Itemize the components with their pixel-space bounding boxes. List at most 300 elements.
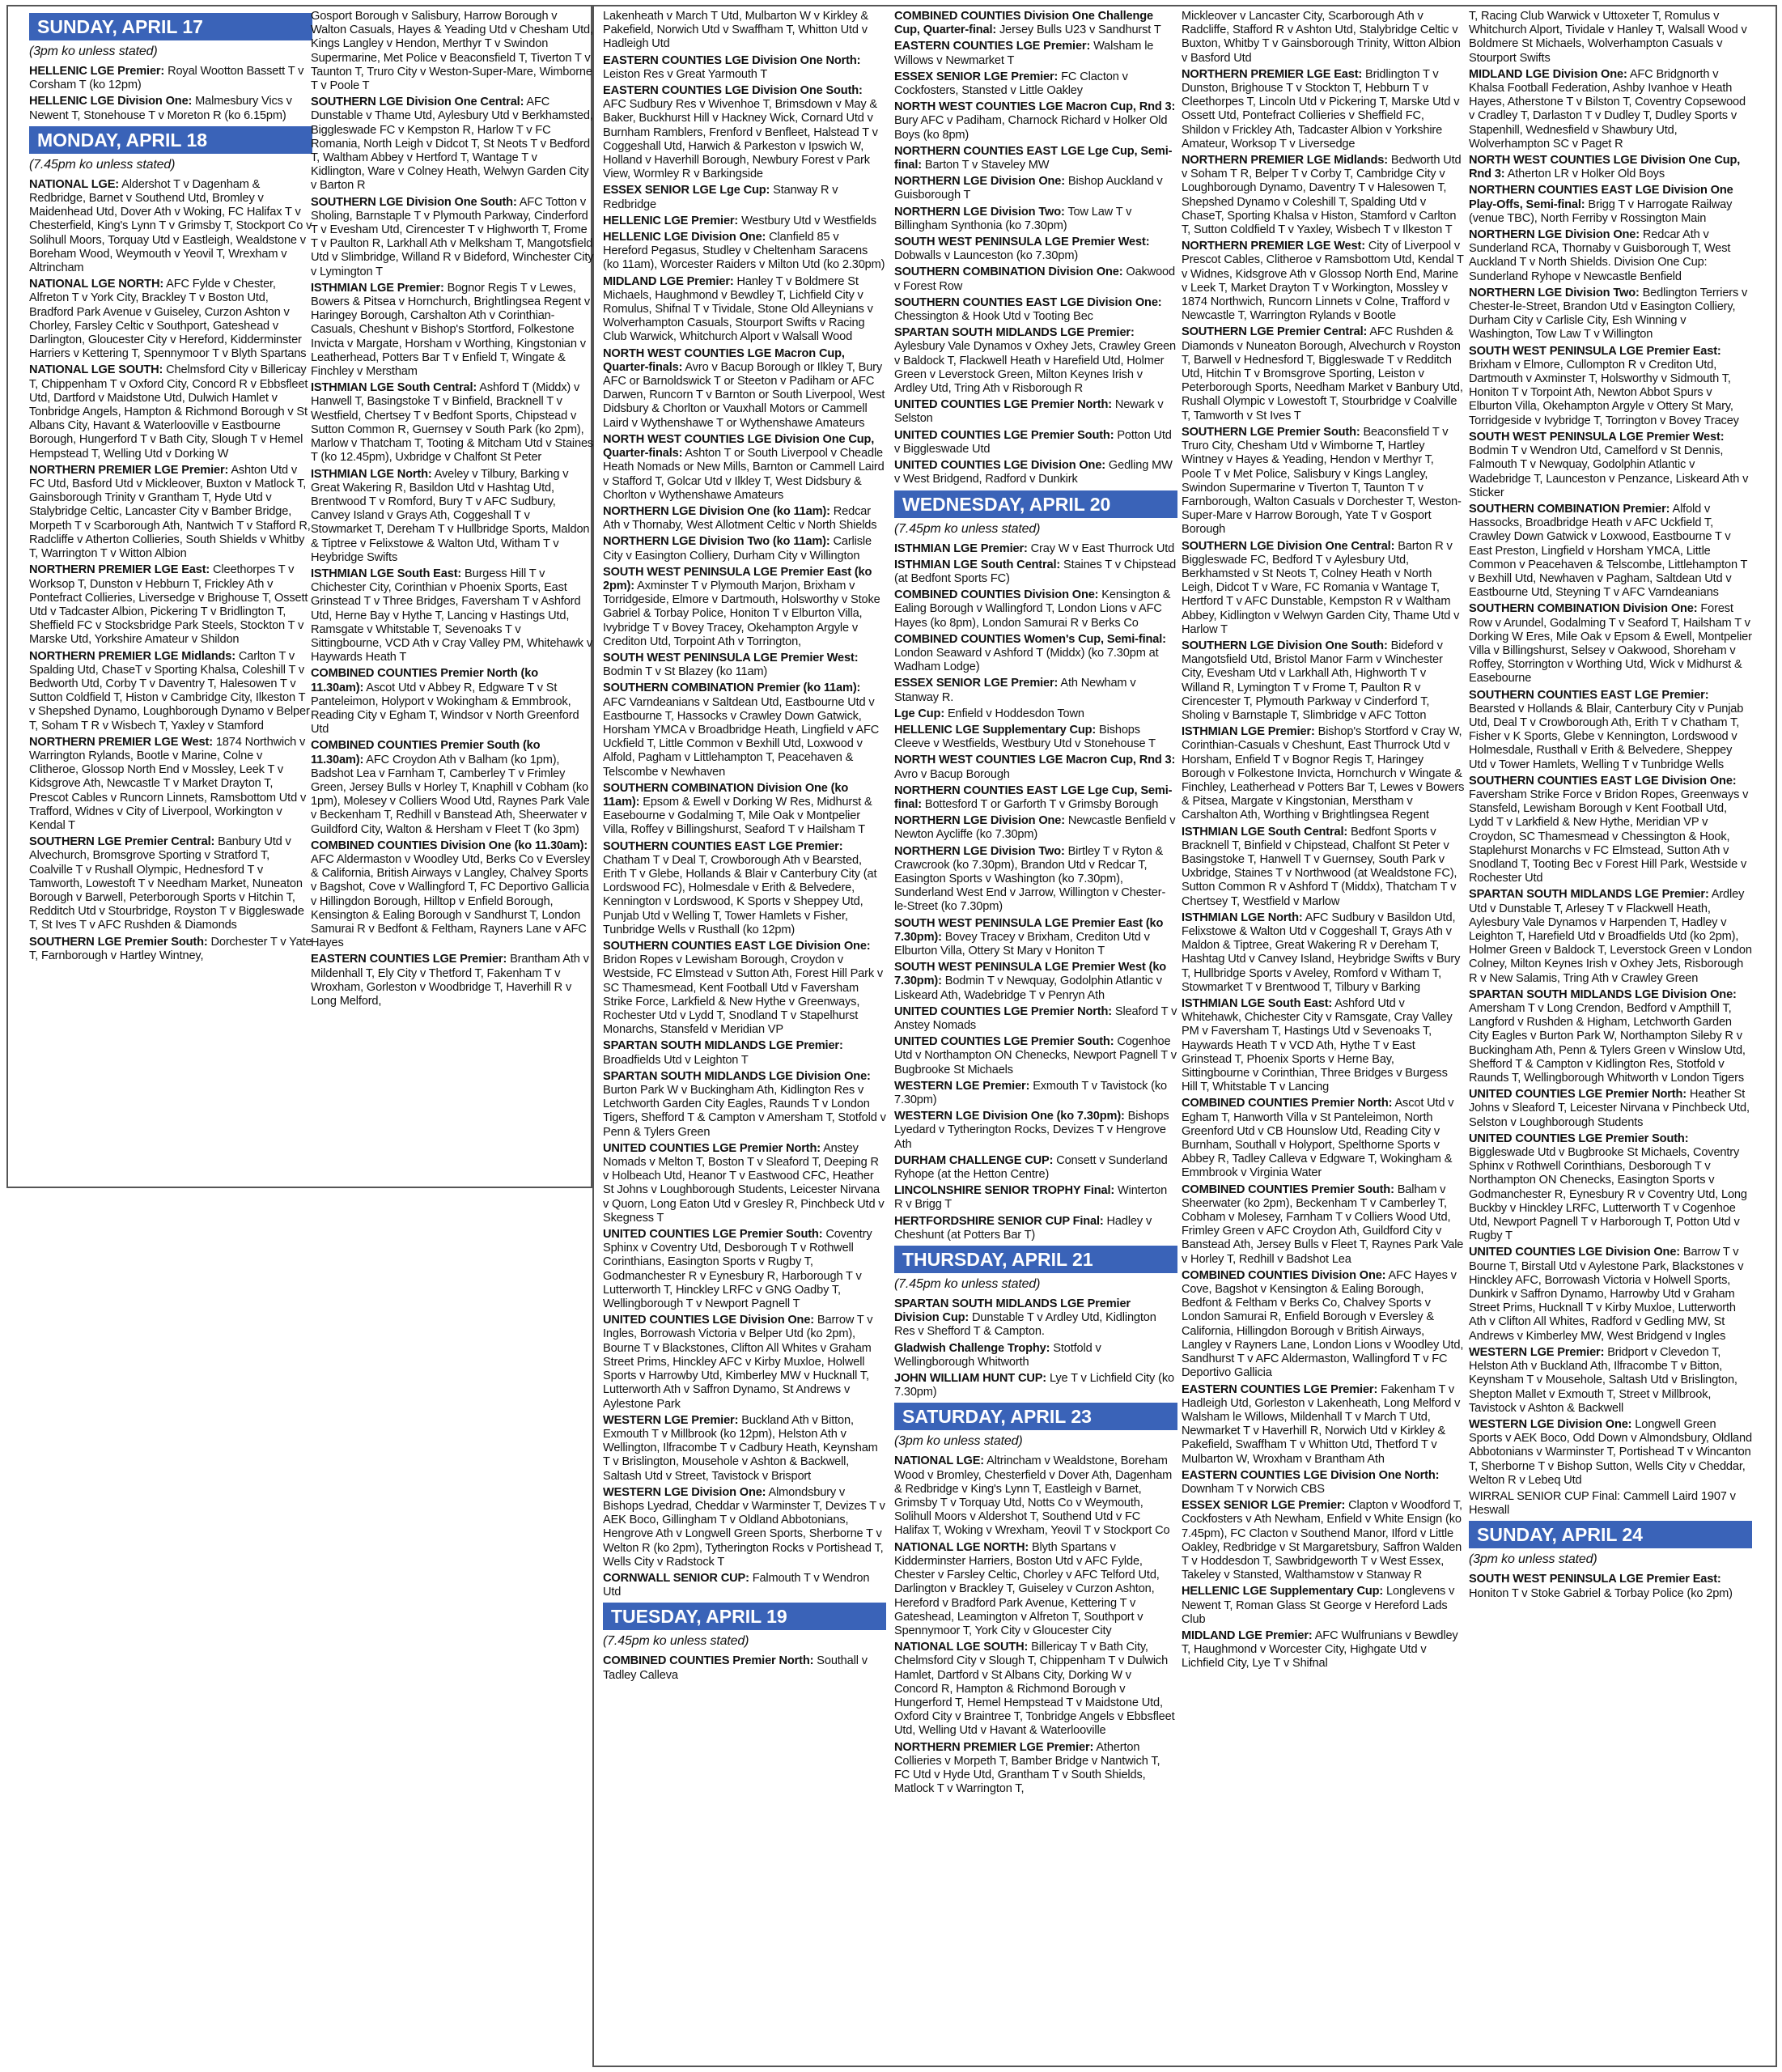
fixture-entry xyxy=(1182,1499,1465,1582)
fixture-list: Gosport Borough v Salisbury, Harrow Borough v Walton Casuals, Hayes & Yeading Utd v Chesham Utd, Kings Langley v Hendon, Merthyr T v Swindon Supermarine, Met Police v Beaconsfield T, Tiverton T v Taunton T, Truro City v Weston-Super-Mare, Wimborne T v Poole T xyxy=(311,10,593,93)
fixture-entry xyxy=(603,10,886,52)
competition-name: NORTHERN PREMIER LGE East: xyxy=(29,563,210,577)
fixture-list: T, Racing Club Warwick v Uttoxeter T, Romulus v Whitchurch Alport, Tividale v Hanley T, Walsall Wood v Boldmere St Michaels, Wolverhampton Casuals v Stourport Swifts xyxy=(1469,10,1747,65)
competition-name: ISTHMIAN LGE North: xyxy=(1182,911,1303,924)
competition-name: SOUTH WEST PENINSULA LGE Premier West: xyxy=(603,651,859,664)
fixture-list: Bideford v Mangotsfield Utd, Bristol Manor Farm v Winchester City, Evesham Utd v Larkhall Ath, Highworth T v Willand R, Lymington T v Frome T, Paulton R v Cirencester T, Plymouth Parkway v Cinderford T, Sholing v Barnstaple T, Slimbridge v AFC Totton xyxy=(1182,639,1443,722)
fixture-entry xyxy=(1469,68,1752,151)
fixture-entry xyxy=(603,84,886,181)
fixture-list: Clanfield 85 v Hereford Pegasus, Studley v Cheltenham Saracens (ko 11am), Worcester Raiders v Milton Utd (ko 2.30pm) xyxy=(603,231,885,272)
competition-name: SOUTH WEST PENINSULA LGE Premier West (ko 7.30pm): xyxy=(894,961,1167,988)
fixture-entry xyxy=(894,236,1177,263)
fixture-entry xyxy=(1469,1132,1752,1244)
fixture-entry xyxy=(894,100,1177,142)
competition-name: NORTHERN PREMIER LGE Midlands: xyxy=(1182,154,1388,168)
fixture-list: AFC Varndeanians v Saltdean Utd, Eastbourne Utd v Eastbourne T, Hassocks v Crawley Down Gatwick, Horsham YMCA v Broadbridge Heath, Lingfield v AFC Uckfield T, Little Common v Bexhill Utd, Loxwood v Alfold, Pagham v Littlehampton T, Peacehaven & Telscombe v Newhaven xyxy=(603,695,880,779)
fixture-list: Walsham le Willows v Newmarket T xyxy=(894,40,1154,67)
fixture-list: Exmouth T v Tavistock (ko 7.30pm) xyxy=(894,1079,1167,1107)
competition-name: ISTHMIAN LGE South Central: xyxy=(1182,825,1348,839)
competition-name: ISTHMIAN LGE Premier: xyxy=(894,541,1028,555)
competition-name: SOUTHERN COMBINATION Division One (ko 11am): xyxy=(603,781,849,809)
column-3 xyxy=(603,10,886,2059)
competition-name: ISTHMIAN LGE South Central: xyxy=(894,558,1061,571)
competition-name: NORTHERN COUNTIES EAST LGE Division One Play-Offs, Semi-final: xyxy=(1469,184,1733,211)
competition-name: SOUTHERN COUNTIES EAST LGE Premier: xyxy=(1469,688,1709,702)
day-header: SATURDAY, APRIL 23 xyxy=(894,1403,1177,1430)
competition-name: COMBINED COUNTIES Premier North: xyxy=(1182,1097,1393,1110)
fixture-list: Sleaford T v Anstey Nomads xyxy=(894,1004,1177,1032)
day-header: TUESDAY, APRIL 19 xyxy=(603,1603,886,1630)
fixture-list: Newark v Selston xyxy=(894,398,1164,426)
competition-name: NORTHERN COUNTIES EAST LGE Lge Cup, Semi-final: xyxy=(894,144,1173,172)
competition-name: SOUTHERN LGE Division One South: xyxy=(1182,639,1388,652)
fixture-entry xyxy=(1469,1573,1752,1600)
competition-name: UNITED COUNTIES LGE Premier North: xyxy=(1469,1088,1687,1102)
fixture-entry xyxy=(1182,1097,1465,1180)
fixture-entry xyxy=(311,468,594,565)
fixture-entry xyxy=(1469,184,1752,226)
fixture-list: Anstey Nomads v Melton T, Boston T v Sleaford T, Deeping R v Holbeach Utd, Heanor T v Eastwood CFC, Heather St Johns v Loughborough Students, Leicester Nirvana v Quorn, Long Eaton Utd v Gresley R, Pinchbeck Utd v Skegness T xyxy=(603,1141,885,1225)
competition-name: UNITED COUNTIES LGE Premier South: xyxy=(603,1228,823,1242)
competition-name: SOUTH WEST PENINSULA LGE Premier West: xyxy=(894,236,1150,249)
competition-name: SOUTH WEST PENINSULA LGE Premier East (ko 7.30pm): xyxy=(894,916,1164,944)
competition-name: NORTHERN LGE Division One: xyxy=(894,175,1065,189)
fixture-entry xyxy=(894,1454,1177,1538)
competition-name: SOUTH WEST PENINSULA LGE Premier West: xyxy=(1469,430,1725,444)
fixture-list: Longlevens v Newent T, Roman Glass St George v Hereford Lads Club xyxy=(1182,1585,1455,1626)
competition-name: SOUTHERN LGE Premier South: xyxy=(1182,425,1360,439)
fixture-entry xyxy=(603,505,886,533)
fixture-list: Barrow T v Bourne T, Birstall Utd v Aylestone Park, Blackstones v Hinckley AFC, Borrowash Victoria v Holwell Sports, Dunkirk v Saffron Dynamo, Harrowby Utd v Graham Street Prims, Hucknall T v Kirby Muxloe, Lutterworth Ath v Clifton All Whites, Radford v Gedling MW, St Andrews v Kimberley MW, West Bridgend v Ingles xyxy=(1469,1246,1744,1343)
competition-name: COMBINED COUNTIES Division One (ko 11.30am): xyxy=(311,839,588,852)
fixture-list: Malmesbury Vics v Newent T, Stonehouse T v Moreton R (ko 6.15pm) xyxy=(29,95,292,122)
competition-name: NORTHERN LGE Division Two: xyxy=(894,205,1065,219)
fixture-entry xyxy=(894,814,1177,842)
competition-name: NORTHERN LGE Division One (ko 11am): xyxy=(603,504,830,518)
competition-name: WESTERN LGE Premier: xyxy=(603,1413,739,1427)
competition-name: COMBINED COUNTIES Division One Challenge Cup, Quarter-final: xyxy=(894,10,1153,37)
competition-name: EASTERN COUNTIES LGE Premier: xyxy=(894,40,1091,53)
column-6 xyxy=(1469,10,1752,2059)
competition-name: ISTHMIAN LGE South East: xyxy=(1182,997,1333,1011)
fixture-entry xyxy=(603,231,886,273)
fixture-list: Cogenhoe Utd v Northampton ON Chenecks, Newport Pagnell T v Bugbrooke St Michaels xyxy=(894,1035,1177,1076)
competition-name: HELLENIC LGE Division One: xyxy=(603,231,766,244)
fixture-list: Bedlington Terriers v Chester-le-Street, Brandon Utd v Easington Colliery, Durham City v Carlisle City, Esh Winning v Washington, Tow Law T v Willington xyxy=(1469,286,1748,342)
fixture-entry xyxy=(894,1184,1177,1212)
competition-name: UNITED COUNTIES LGE Premier South: xyxy=(894,1035,1114,1049)
competition-name: NORTHERN PREMIER LGE Premier: xyxy=(29,463,229,477)
fixture-entry xyxy=(894,961,1177,1003)
fixture-entry xyxy=(603,1486,886,1569)
fixture-list: Avro v Bacup Borough xyxy=(894,767,1010,781)
fixture-entry xyxy=(603,681,886,779)
fixture-list: Balham v Sheerwater (ko 2pm), Beckenham T v Camberley T, Cobham v Molesey, Farnham T v Colliers Wood Utd, Frimley Green v AFC Croydon Ath, Guildford City v Banstead Ath, Jersey Bulls v Fleet T, Raynes Park Vale v Horley T, Redhill v Badshot Lea xyxy=(1182,1182,1464,1266)
competition-name: SPARTAN SOUTH MIDLANDS LGE Premier: xyxy=(603,1039,843,1053)
fixture-list: Ashton T or South Liverpool v Cheadle Heath Nomads or New Mills, Barnton or Cammell Laird v Stafford T, Golcar Utd v Ilkley T, West Didsbury & Chorlton v Wythenshawe Amateurs xyxy=(603,447,885,502)
fixture-entry xyxy=(1182,154,1465,237)
fixture-list: AFC Hayes v Cove, Bagshot v Kensington & Ealing Borough, Bedfont & Feltham v Berks Co, Chalvey Sports v London Samurai R, Enfield Borough v Eversley & California, Hillingdon Borough v British Airways, Langley v Rayners Lane, London Lions v Woodley Utd, Sandhurst T v AFC Aldermaston, Wallingford T v FC Deportivo Gallicia xyxy=(1182,1268,1464,1380)
fixture-list: Bovey Tracey v Brixham, Crediton Utd v Elburton Villa, Ottery St Mary v Honiton T xyxy=(894,930,1150,957)
fixture-list: Brixham v Elmore, Cullompton R v Crediton Utd, Dartmouth v Axminster T, Holsworthy v Sidmouth T, Honiton T v Torpoint Ath, Newton Abbot Spurs v Elburton Villa, Okehampton Argyle v Ottery St Mary, Torridgeside v Ivybridge T, Torrington v Bovey Tracey xyxy=(1469,358,1739,427)
fixture-entry xyxy=(894,10,1177,37)
competition-name: SOUTH WEST PENINSULA LGE Premier East (ko 2pm): xyxy=(603,565,872,592)
competition-name: MIDLAND LGE Division One: xyxy=(1469,67,1627,81)
fixture-entry xyxy=(29,650,312,733)
fixture-list: Avro v Bacup Borough or Ilkley T, Bury AFC or Barnoldswick T or Steeton v Padiham or AFC Darwen, Runcorn T v Barnton or South Liverpool, West Didsbury & Chorlton or Vauxhall Motors or Cammell Laird v Wythenshawe T or Wythenshawe Amateurs xyxy=(603,360,885,430)
competition-name: Gladwish Challenge Trophy: xyxy=(894,1341,1050,1355)
fixture-list: Heather St Johns v Sleaford T, Leicester Nirvana v Pinchbeck Utd, Selston v Loughborough Students xyxy=(1469,1088,1750,1129)
fixture-list: Stanway R v Redbridge xyxy=(603,184,838,211)
competition-name: NATIONAL LGE NORTH: xyxy=(29,278,164,291)
fixture-entry xyxy=(1182,1469,1465,1497)
fixture-list: Bishop Auckland v Guisborough T xyxy=(894,175,1163,202)
fixture-list: Ashford Utd v Whitehawk, Chichester City v Ramsgate, Cray Valley PM v Faversham T, Hastings Utd v Sevenoaks T, Haywards Heath T v VCD Ath, Hythe T v East Grinstead T, Phoenix Sports v Herne Bay, Sittingbourne v Corinthian, Three Bridges v Burgess Hill T, Whitstable T v Lancing xyxy=(1182,997,1453,1094)
fixture-entry xyxy=(603,652,886,679)
fixture-entry xyxy=(1469,1490,1752,1518)
fixture-list: Bedfont Sports v Bracknell T, Binfield v Chipstead, Chalfont St Peter v Basingstoke T, Hanwell T v Guernsey, South Park v Uxbridge, Staines T v Northwood (at Wealdstone FC), Sutton Common R v Ashford T (Middx), Thatcham T v Chertsey T, Westfield v Marlow xyxy=(1182,825,1457,908)
fixture-entry xyxy=(894,542,1177,556)
fixture-entry xyxy=(1182,1585,1465,1627)
fixture-list: Hadley v Cheshunt (at Potters Bar T) xyxy=(894,1214,1152,1242)
fixture-list: Tow Law T v Billingham Synthonia (ko 7.30pm) xyxy=(894,205,1132,232)
fixture-entry xyxy=(894,1641,1177,1738)
fixture-list: Dorchester T v Yate T, Farnborough v Hartley Wintney, xyxy=(29,935,312,962)
competition-name: ESSEX SENIOR LGE Premier: xyxy=(1182,1499,1346,1513)
competition-name: UNITED COUNTIES LGE Premier North: xyxy=(894,1004,1112,1018)
competition-name: ESSEX SENIOR LGE Premier: xyxy=(894,677,1059,690)
fixture-entry xyxy=(894,206,1177,233)
competition-name: SOUTHERN LGE Premier Central: xyxy=(1182,325,1368,339)
competition-name: SOUTHERN LGE Division One Central: xyxy=(1182,539,1395,553)
fixture-list: AFC Croydon Ath v Balham (ko 1pm), Badshot Lea v Farnham T, Camberley T v Frimley Green, Jersey Bulls v Horley T, Knaphill v Cobham (ko 1pm), Molesey v Colliers Wood Utd, Raynes Park Vale v Beckenham T, Redhill v Banstead Ath, Sheerwater v Guildford City, Walton & Hersham v Fleet T (ko 3pm) xyxy=(311,753,590,836)
competition-name: HELLENIC LGE Supplementary Cup: xyxy=(1182,1585,1384,1599)
competition-name: NORTHERN PREMIER LGE Midlands: xyxy=(29,649,235,663)
fixture-list: FC Clacton v Cockfosters, Stansted v Little Oakley xyxy=(894,70,1128,98)
fixture-entry xyxy=(29,278,312,361)
competition-name: COMBINED COUNTIES Premier South: xyxy=(1182,1182,1394,1196)
fixture-entry xyxy=(1182,639,1465,723)
kickoff-note: (7.45pm ko unless stated) xyxy=(894,521,1041,536)
competition-name: SOUTHERN COMBINATION Division One: xyxy=(1469,602,1698,616)
fixture-entry xyxy=(311,10,594,93)
competition-name: NORTHERN PREMIER LGE East: xyxy=(1182,67,1363,81)
fixture-entry xyxy=(603,566,886,649)
fixture-list: Bedworth Utd v Soham T R, Belper T v Corby T, Cambridge City v Loughborough Dynamo, Daventry T v Halesowen T, Shepshed Dynamo v Coleshill T, Spalding Utd v ChaseT, Sporting Khalsa v Histon, Stamford v Carlton T, Sutton Coldfield T v Yaxley, Wisbech T v Ilkeston T xyxy=(1182,154,1462,237)
fixture-list: Bridport v Clevedon T, Helston Ath v Buckland Ath, Ilfracombe T v Bitton, Keynsham T v Mousehole, Saltash Utd v Brislington, Shepton Mallet v Exmouth T, Street v Millbrook, Tavistock v Ashton & Backwell xyxy=(1469,1345,1737,1415)
fixture-entry xyxy=(29,835,312,932)
competition-name: WESTERN LGE Division One: xyxy=(1469,1417,1632,1431)
competition-name: SPARTAN SOUTH MIDLANDS LGE Division One: xyxy=(1469,987,1737,1001)
competition-name: NATIONAL LGE SOUTH: xyxy=(894,1641,1029,1654)
competition-name: NORTHERN LGE Division One: xyxy=(894,814,1065,828)
fixture-list: Faversham Strike Force v Bridon Ropes, Greenways v Stansfeld, Lewisham Borough v Kent Football Utd, Lydd T v Larkfield & New Hythe, Meridian VP v Croydon, SC Thamesmead v Chessington & Hook, Staplehurst Monarchs v FC Elmstead, Sutton Ath v Snodland T, Tooting Bec v Forest Hill Park, Westside v Rochester Utd xyxy=(1469,788,1749,885)
fixture-entry xyxy=(311,567,594,664)
competition-name: SOUTHERN LGE Division One Central: xyxy=(311,96,524,109)
competition-name: COMBINED COUNTIES Division One: xyxy=(894,588,1099,602)
competition-name: SOUTHERN LGE Premier Central: xyxy=(29,835,215,849)
competition-name: MIDLAND LGE Premier: xyxy=(603,274,734,288)
day-header: THURSDAY, APRIL 21 xyxy=(894,1246,1177,1273)
fixture-entry xyxy=(1182,1269,1465,1381)
competition-name: EASTERN COUNTIES LGE Premier: xyxy=(311,953,507,966)
fixture-list: Bearsted v Hollands & Blair, Canterbury City v Punjab Utd, Deal T v Crowborough Ath, Erith T v Chatham T, Fisher v K Sports, Glebe v Kennington, Lordswood v Holmesdale, Rusthall v Erith & Belvedere, Sheppey Utd v Tower Hamlets, Welling T v Tunbridge Wells xyxy=(1469,702,1744,771)
fixture-list: Bodmin T v St Blazey (ko 11am) xyxy=(603,665,768,679)
fixture-entry xyxy=(1182,725,1465,822)
fixture-list: Bishop's Stortford v Cray W, Corinthian-Casuals v Cheshunt, East Thurrock Utd v Horsham, Enfield T v Bognor Regis T, Haringey Borough v Folkestone Invicta, Hornchurch v Wingate & Finchley, Leatherhead v Potters Bar T, Lewes v Bowers & Pitsea, Margate v Kingstonian, Merstham v Carshalton Ath, Worthing v Brightlingsea Regent xyxy=(1182,725,1465,822)
day-header: MONDAY, APRIL 18 xyxy=(29,126,312,154)
fixture-list: Lakenheath v March T Utd, Mulbarton W v Kirkley & Pakefield, Norwich Utd v Swaffham T, Whitton Utd v Hadleigh Utd xyxy=(603,10,868,51)
fixture-list: Leiston Res v Great Yarmouth T xyxy=(603,67,768,81)
fixture-entry xyxy=(894,70,1177,98)
fixture-list: Ascot Utd v Egham T, Hanworth Villa v St Panteleimon, North Greenford Utd v CB Hounslow Utd, Reading City v Burnham, Southall v Holyport, Spelthorne Sports v Abbey R, Tadley Calleva v Edgware T, Wokingham & Emmbrook v Virginia Water xyxy=(1182,1097,1454,1180)
fixture-entry xyxy=(894,1372,1177,1399)
competition-name: EASTERN COUNTIES LGE Division One North: xyxy=(603,53,861,67)
fixture-list: Hanley T v Boldmere St Michaels, Haughmond v Bewdley T, Lichfield City v Romulus, Shifnal T v Tividale, Stone Old Alleynians v Wolverhampton Casuals, Stourport Swifts v Racing Club Warwick, Whitchurch Alport v Walsall Wood xyxy=(603,274,873,344)
fixture-entry xyxy=(894,1541,1177,1638)
competition-name: JOHN WILLIAM HUNT CUP: xyxy=(894,1372,1047,1386)
fixture-entry xyxy=(894,265,1177,293)
fixture-entry xyxy=(894,175,1177,202)
fixture-entry xyxy=(603,1654,886,1682)
competition-name: COMBINED COUNTIES Premier North (ko 11.30am): xyxy=(311,667,538,694)
competition-name: NORTHERN PREMIER LGE Premier: xyxy=(894,1740,1094,1754)
fixture-entry xyxy=(603,1142,886,1225)
fixture-entry xyxy=(603,347,886,431)
fixture-list: Axminster T v Plymouth Marjon, Brixham v Torridgeside, Elmore v Dartmouth, Holsworthy v Stoke Gabriel & Torbay Police, Honiton T v Elburton Villa, Ivybridge T v Bovey Tracey, Okehampton Argyle v Crediton Utd, Torpoint Ath v Torrington, xyxy=(603,579,880,648)
fixture-entry xyxy=(894,1035,1177,1077)
fixture-entry xyxy=(894,1080,1177,1107)
fixture-entry xyxy=(1469,1246,1752,1343)
fixture-entry xyxy=(894,724,1177,751)
fixture-entry xyxy=(1469,1346,1752,1416)
fixture-list: Chelmsford City v Billericay T, Chippenham T v Oxford City, Concord R v Ebbsfleet Utd, Dartford v Maidstone Utd, Dulwich Hamlet v Tonbridge Angels, Hampton & Richmond Borough v St Albans City, Havant & Waterlooville v Eastbourne Borough, Hungerford T v Bath City, Slough T v Hemel Hempstead T, Welling Utd v Dorking W xyxy=(29,363,308,461)
fixture-list: Redcar Ath v Thornaby, West Allotment Celtic v North Shields xyxy=(603,504,877,533)
fixture-list: AFC Fylde v Chester, Alfreton T v York City, Brackley T v Boston Utd, Bradford Park Avenue v Guiseley, Curzon Ashton v Chorley, Farsley Celtic v Southport, Gateshead v Darlington, Gloucester City v Hereford, Kidderminster Harriers v Kettering T, Spennymoor T v Blyth Spartans xyxy=(29,278,307,361)
competition-name: WESTERN LGE Division One (ko 7.30pm): xyxy=(894,1110,1125,1123)
fixture-list: Lye T v Lichfield City (ko 7.30pm) xyxy=(894,1372,1174,1399)
fixture-entry xyxy=(1182,1383,1465,1467)
day-header: WEDNESDAY, APRIL 20 xyxy=(894,490,1177,518)
competition-name: WESTERN LGE Division One: xyxy=(603,1485,766,1499)
competition-name: COMBINED COUNTIES Premier South (ko 11.30am): xyxy=(311,739,541,766)
fixture-list: Newcastle Benfield v Newton Aycliffe (ko 7.30pm) xyxy=(894,814,1176,842)
fixture-entry xyxy=(29,563,312,647)
kickoff-note: (7.45pm ko unless stated) xyxy=(29,157,176,172)
column-1 xyxy=(29,10,312,1183)
fixture-entry xyxy=(1182,1629,1465,1671)
competition-name: ISTHMIAN LGE Premier: xyxy=(311,281,444,295)
fixture-list: Dobwalls v Launceston (ko 7.30pm) xyxy=(894,249,1079,263)
competition-name: NORTHERN LGE Division Two: xyxy=(894,844,1065,858)
fixture-entry xyxy=(603,1314,886,1411)
competition-name: EASTERN COUNTIES LGE Premier: xyxy=(1182,1382,1378,1396)
fixture-list: Buckland Ath v Bitton, Exmouth T v Millbrook (ko 12pm), Helston Ath v Wellington, Ilfracombe T v Cadbury Heath, Keynsham T v Brislington, Mousehole v Ashton & Backwell, Saltash Utd v Street, Tavistock v Brisport xyxy=(603,1413,878,1483)
fixture-entry xyxy=(894,429,1177,456)
fixture-entry xyxy=(1469,988,1752,1085)
fixture-entry xyxy=(603,1070,886,1140)
fixture-list: Bishops Cleeve v Westfields, Westbury Utd v Stonehouse T xyxy=(894,723,1156,751)
kickoff-note: (7.45pm ko unless stated) xyxy=(894,1277,1041,1292)
competition-name: NORTH WEST COUNTIES LGE Macron Cup, Quarter-finals: xyxy=(603,346,845,374)
fixture-entry xyxy=(603,940,886,1037)
fixture-entry xyxy=(894,845,1177,915)
fixture-entry xyxy=(894,633,1177,675)
competition-name: WESTERN LGE Premier: xyxy=(1469,1345,1605,1359)
fixture-entry xyxy=(894,707,1177,721)
fixture-entry xyxy=(311,196,594,279)
fixture-entry xyxy=(311,839,594,951)
fixture-list: Downham T v Norwich CBS xyxy=(1182,1482,1325,1496)
competition-name: COMBINED COUNTIES Division One: xyxy=(1182,1268,1386,1282)
fixture-list: Birtley T v Ryton & Crawcrook (ko 7.30pm), Brandon Utd v Redcar T, Easington Sports v Washington (ko 7.30pm), Sunderland West End v Jarrow, Willington v Chester-le-Street (ko 7.30pm) xyxy=(894,844,1166,914)
fixture-list: Bodmin T v Newquay, Godolphin Atlantic v Liskeard Ath, Wadebridge T v Penryn Ath xyxy=(894,974,1162,1002)
fixture-list: Ashton Utd v FC Utd, Basford Utd v Mickleover, Buxton v Matlock T, Gainsborough Trinity v Grantham T, Hyde Utd v Stalybridge Celtic, Lancaster City v Bamber Bridge, Morpeth T v Scarborough Ath, Nantwich T v Stafford R, Radcliffe v Atherton Collieries, South Shields v Whitby T, Warrington T v Witton Albion xyxy=(29,463,311,561)
fixture-list: Chatham T v Deal T, Crowborough Ath v Bearsted, Erith T v Glebe, Hollands & Blair v Canterbury City (at Lordswood FC), Holmesdale v Erith & Belvedere, Kennington v Lordswood, K Sports v Sheppey Utd, Punjab Utd v Welling T, Tower Hamlets v Fisher, Tunbridge Wells v Rusthall (ko 12pm) xyxy=(603,853,877,936)
fixture-list: Ath Newham v Stanway R. xyxy=(894,677,1136,704)
fixture-entry xyxy=(894,1154,1177,1182)
fixture-entry xyxy=(311,739,594,836)
fixture-list: Potton Utd v Biggleswade Utd xyxy=(894,428,1172,456)
competition-name: NATIONAL LGE SOUTH: xyxy=(29,363,163,377)
competition-name: UNITED COUNTIES LGE Division One: xyxy=(603,1314,815,1327)
fixture-list: Beaconsfield T v Truro City, Chesham Utd v Wimborne T, Hartley Wintney v Hayes & Yeading, Hendon v Merthyr T, Poole T v Met Police, Salisbury v Kings Langley, Swindon Supermarine v Tiverton T, Taunton T v Farnborough, Walton Casuals v Dorchester T, Weston-Super-Mare v Harrow Borough, Yate T v Gosport Borough xyxy=(1182,425,1462,537)
fixture-entry xyxy=(1469,1418,1752,1488)
fixture-entry xyxy=(603,840,886,937)
fixture-list: Brantham Ath v Mildenhall T, Ely City v Thetford T, Fakenham T v Wroxham, Gorleston v Woodbridge T, Haverhill R v Long Melford, xyxy=(311,953,589,1008)
competition-name: SOUTHERN LGE Premier South: xyxy=(29,935,208,949)
fixture-list: AFC Rushden & Diamonds v Nuneaton Borough, Alvechurch v Royston T, Barwell v Hednesford T, Biggleswade T v Redditch Utd, Hitchin T v Bromsgrove Sporting, Leiston v Peterborough Sports, Needham Market v Banbury Utd, Rushall Olympic v Lowestoft T, Stourbridge v Coalville T, Tamworth v St Ives T xyxy=(1182,325,1463,422)
competition-name: SOUTHERN COUNTIES EAST LGE Division One: xyxy=(1469,774,1737,788)
fixture-entry xyxy=(894,326,1177,396)
fixture-entry xyxy=(311,282,594,379)
competition-name: SOUTHERN COUNTIES EAST LGE Division One: xyxy=(603,940,871,953)
fixture-entry xyxy=(1182,1183,1465,1267)
fixture-list: Blyth Spartans v Kidderminster Harriers, Boston Utd v AFC Fylde, Chester v Farsley Celtic, Chorley v AFC Telford Utd, Darlington v Brackley T, Guiseley v Curzon Ashton, Hereford v Bradford Park Avenue, Kettering T v Gateshead, Leamington v Alfreton T, Southport v Spennymoor T, York City v Gloucester City xyxy=(894,1540,1160,1637)
fixture-entry xyxy=(894,145,1177,172)
day-header: SUNDAY, APRIL 17 xyxy=(29,13,312,40)
fixture-list: Falmouth T v Wendron Utd xyxy=(603,1571,870,1599)
fixture-list: Banbury Utd v Alvechurch, Bromsgrove Sporting v Stratford T, Coalville T v Rushall Olympic, Hednesford T v Tamworth, Lowestoft T v Needham Market, Nuneaton Borough v Barwell, Peterborough Sports v Hitchin T, Redditch Utd v Stourbridge, Royston T v Biggleswade T, St Ives T v AFC Rushden & Diamonds xyxy=(29,835,304,932)
fixture-list: AFC Aldermaston v Woodley Utd, Berks Co v Eversley & California, British Airways v Langley, Chalvey Sports v Bagshot, Cove v Wallingford T, FC Deportivo Gallicia v Hillingdon Borough, Hilltop v Enfield Borough, Kensington & Ealing Borough v Sandhurst T, London Samurai R v Bedfont & Feltham, Rayners Lane v AFC Hayes xyxy=(311,852,591,950)
fixture-entry xyxy=(894,398,1177,426)
fixture-entry xyxy=(311,953,594,1008)
fixture-entry xyxy=(1182,10,1465,66)
competition-name: SOUTHERN COUNTIES EAST LGE Division One: xyxy=(894,295,1162,309)
fixture-entry xyxy=(1469,888,1752,985)
fixture-entry xyxy=(29,736,312,833)
competition-name: UNITED COUNTIES LGE Division One: xyxy=(894,459,1106,473)
fixture-entry xyxy=(1469,1088,1752,1130)
fixture-list: Alfold v Hassocks, Broadbridge Heath v AFC Uckfield T, Crawley Down Gatwick v Loxwood, Eastbourne T v East Preston, Lingfield v Horsham YMCA, Little Common v Peacehaven & Telscombe, Littlehampton T v Bexhill Utd, Newhaven v Pagham, Saltdean Utd v Eastbourne Utd, Steyning T v AFC Varndeanians xyxy=(1469,502,1748,600)
fixture-list: Barrow T v Ingles, Borrowash Victoria v Belper Utd (ko 2pm), Bourne T v Blackstones, Clifton All Whites v Graham Street Prims, Hinckley AFC v Kirby Muxloe, Holwell Sports v Harrowby Utd, Kimberley MW v Hucknall T, Lutterworth Ath v Saffron Dynamo, St Andrews v Aylestone Park xyxy=(603,1314,873,1411)
fixture-list: Bishops Lyedard v Tytherington Rocks, Devizes T v Hengrove Ath xyxy=(894,1110,1169,1151)
fixture-list: AFC Bridgnorth v Khalsa Football Federation, Ashby Ivanhoe v Heath Hayes, Atherstone T v Bilston T, Coventry Copsewood v Cradley T, Darlaston T v Dudley T, Dudley Sports v Stapenhill, Wednesfield v Shawbury Utd, Wolverhampton SC v Paget R xyxy=(1469,67,1746,151)
competition-name: SOUTHERN LGE Division One South: xyxy=(311,195,517,209)
fixture-entry xyxy=(1469,154,1752,181)
fixture-list: AFC Sudbury v Basildon Utd, Felixstowe & Walton Utd v Coggeshall T, Grays Ath v Maldon & Tiptree, Great Wakering R v Dereham T, Hashtag Utd v Canvey Island, Heybridge Swifts v Bury T, Hullbridge Sports v Aveley, Romford v Witham T, Stowmarket T v Brentwood T, Tilbury v Barking xyxy=(1182,911,1461,994)
fixture-list: Atherton LR v Holker Old Boys xyxy=(1507,168,1665,181)
competition-name: SPARTAN SOUTH MIDLANDS LGE Premier: xyxy=(1469,888,1709,902)
fixture-list: Westbury Utd v Westfields xyxy=(741,214,876,227)
fixture-entry xyxy=(894,588,1177,631)
competition-name: DURHAM CHALLENGE CUP: xyxy=(894,1153,1054,1167)
fixture-entry xyxy=(603,184,886,211)
fixture-entry xyxy=(894,784,1177,812)
fixture-list: Carlton T v Spalding Utd, ChaseT v Sporting Khalsa, Coleshill T v Bedworth Utd, Corby T v Daventry T, Halesowen T v Sutton Coldfield T, Histon v Cambridge City, Ilkeston T v Shepshed Dynamo, Loughborough Dynamo v Belper T, Soham T R v Wisbech T, Yaxley v Stamford xyxy=(29,649,310,732)
fixture-list: Oakwood v Forest Row xyxy=(894,265,1175,293)
fixture-list: Barton R v Biggleswade FC, Bedford T v Aylesbury Utd, Berkhamsted v St Neots T, Colney Heath v North Leigh, Didcot T v Ware, FC Romania v Wantage T, Hertford T v AFC Dunstable, Kempston R v Waltham Abbey, Kidlington v Welwyn Garden City, Thame Utd v Harlow T xyxy=(1182,539,1460,636)
competition-name: ISTHMIAN LGE Premier: xyxy=(1182,725,1315,739)
competition-name: UNITED COUNTIES LGE Division One: xyxy=(1469,1246,1681,1259)
fixture-entry xyxy=(1182,240,1465,323)
competition-name: HELLENIC LGE Division One: xyxy=(29,95,193,108)
fixture-list: Aldershot T v Dagenham & Redbridge, Barnet v Southend Utd, Bromley v Maidenhead Utd, Dover Ath v Woking, FC Halifax T v Chesterfield, King's Lynn T v Grimsby T, Stockport Co v Solihull Moors, Torquay Utd v Eastleigh, Wealdstone v Boreham Wood, Weymouth v Yeovil T, Wrexham v Altrincham xyxy=(29,177,312,275)
kickoff-note: (7.45pm ko unless stated) xyxy=(603,1634,749,1649)
fixture-list: Dunstable T v Ardley Utd, Kidlington Res v Shefford T & Campton. xyxy=(894,1311,1156,1339)
competition-name: Lge Cup: xyxy=(894,707,945,720)
fixture-list: Bognor Regis T v Lewes, Bowers & Pitsea v Hornchurch, Brightlingsea Regent v Haringey Borough, Carshalton Ath v Corinthian-Casuals, Cheshunt v Bishop's Stortford, Folkestone Invicta v Margate, Horsham v Worthing, Kingstonian v Leatherhead, Potters Bar T v Enfield T, Wingate & Finchley v Merstham xyxy=(311,281,591,379)
competition-name: ESSEX SENIOR LGE Lge Cup: xyxy=(603,184,770,197)
competition-name: EASTERN COUNTIES LGE Division One North: xyxy=(1182,1468,1440,1482)
fixture-list: Carlisle City v Easington Colliery, Durham City v Willington xyxy=(603,535,872,563)
column-4 xyxy=(894,10,1177,2059)
competition-name: ESSEX SENIOR LGE Premier: xyxy=(894,70,1059,83)
fixture-entry xyxy=(894,296,1177,324)
competition-name: SPARTAN SOUTH MIDLANDS LGE Division One: xyxy=(603,1069,871,1083)
competition-name: SOUTHERN COMBINATION Division One: xyxy=(894,265,1123,279)
fixture-list: Bodmin T v Wendron Utd, Camelford v St Dennis, Falmouth T v Newquay, Godolphin Atlantic v Wadebridge T, Launceston v Penzance, Liskeard Ath v Sticker xyxy=(1469,444,1749,499)
fixture-list: Billericay T v Bath City, Chelmsford City v Slough T, Chippenham T v Dulwich Hamlet, Dartford v St Albans City, Dorking W v Concord R, Hampton & Richmond Borough v Hungerford T, Hemel Hempstead T v Maidstone Utd, Oxford City v Braintree T, Tonbridge Angels v Ebbsfleet Utd, Welling Utd v Havant & Waterlooville xyxy=(894,1641,1175,1738)
fixture-entry xyxy=(29,95,312,122)
fixture-entry xyxy=(894,558,1177,586)
fixture-list: Atherton Collieries v Morpeth T, Bamber Bridge v Nantwich T, FC Utd v Hyde Utd, Grantham T v South Shields, Matlock T v Warrington T, xyxy=(894,1740,1160,1796)
kickoff-note: (3pm ko unless stated) xyxy=(894,1434,1023,1449)
fixture-entry xyxy=(1182,826,1465,909)
fixture-list: Ascot Utd v Abbey R, Edgware T v St Panteleimon, Holyport v Wokingham & Emmbrook, Reading City v Egham T, Windsor v North Greenford Utd xyxy=(311,681,579,737)
fixture-entry xyxy=(894,1342,1177,1369)
fixture-list: Gedling MW v West Bridgend, Radford v Dunkirk xyxy=(894,459,1173,486)
fixture-entry xyxy=(1469,775,1752,886)
competition-name: UNITED COUNTIES LGE Premier South: xyxy=(894,428,1114,442)
competition-name: UNITED COUNTIES LGE Premier North: xyxy=(894,398,1112,412)
competition-name: NORTHERN LGE Division Two: xyxy=(1469,286,1640,299)
fixture-entry xyxy=(311,96,594,193)
fixture-entry xyxy=(1469,689,1752,772)
fixture-list: Cleethorpes T v Worksop T, Dunston v Hebburn T, Frickley Ath v Pontefract Collieries, Liversedge v Brighouse T, Ossett Utd v Tadcaster Albion, Pickering T v Bridlington T, Sheffield FC v Stocksbridge Park Steels, Stockton T v Marske Utd, Yorkshire Amateur v Shildon xyxy=(29,563,308,647)
fixture-list: Mickleover v Lancaster City, Scarborough Ath v Radcliffe, Stafford R v Ashton Utd, Stalybridge Celtic v Buxton, Whitby T v Gainsborough Trinity, Witton Albion v Basford Utd xyxy=(1182,10,1461,65)
fixture-list: Cray W v East Thurrock Utd xyxy=(1030,541,1175,555)
fixture-entry xyxy=(29,65,312,92)
fixture-list: Staines T v Chipstead (at Bedfont Sports FC) xyxy=(894,558,1177,585)
competition-name: SPARTAN SOUTH MIDLANDS LGE Premier Division Cup: xyxy=(894,1297,1131,1325)
fixture-list: AFC Sudbury Res v Wivenhoe T, Brimsdown v May & Baker, Buckhurst Hill v Hackney Wick, Cornard Utd v Burnham Ramblers, Frenford v Benfleet, Halstead T v Coggeshall Utd, Harwich & Parkeston v Ipswich W, Holland v Haverhill Borough, Newbury Forest v Park View, Wormley R v Barkingside xyxy=(603,98,878,181)
fixture-entry xyxy=(311,381,594,465)
fixture-entry xyxy=(1182,426,1465,537)
fixture-entry xyxy=(1469,10,1752,66)
day-header: SUNDAY, APRIL 24 xyxy=(1469,1521,1752,1548)
fixture-list: Royal Wootton Bassett T v Corsham T (ko 12pm) xyxy=(29,65,304,92)
competition-name: NORTH WEST COUNTIES LGE Macron Cup, Rnd 3: xyxy=(894,100,1176,114)
fixture-list: Longwell Green Sports v AEK Boco, Odd Down v Almondsbury, Oldland Abbotonians v Warminster T, Portishead T v Wincanton T, Sherborne T v Bishop Sutton, Wells City v Cheddar, Welton R v Lebeq Utd xyxy=(1469,1417,1752,1487)
fixture-list: Ashford T (Middx) v Hanwell T, Basingstoke T v Binfield, Bracknell T v Westfield, Chertsey T v Bedfont Sports, Chipstead v Sutton Common R, Guernsey v South Park (ko 2pm), Marlow v Thatcham T, Tooting & Mitcham Utd v Staines T (ko 12.45pm), Uxbridge v Chalfont St Peter xyxy=(311,381,594,465)
competition-name: NORTHERN LGE Division One: xyxy=(1469,228,1640,242)
competition-name: SOUTH WEST PENINSULA LGE Premier East: xyxy=(1469,344,1721,358)
fixture-entry xyxy=(603,535,886,563)
fixture-list: Redcar Ath v Sunderland RCA, Thornaby v Guisborough T, West Auckland T v North Shields. Division One Cup: Sunderland Ryhope v Newcastle Benfield xyxy=(1469,228,1731,283)
fixture-entry xyxy=(1182,997,1465,1094)
fixture-entry xyxy=(603,54,886,82)
